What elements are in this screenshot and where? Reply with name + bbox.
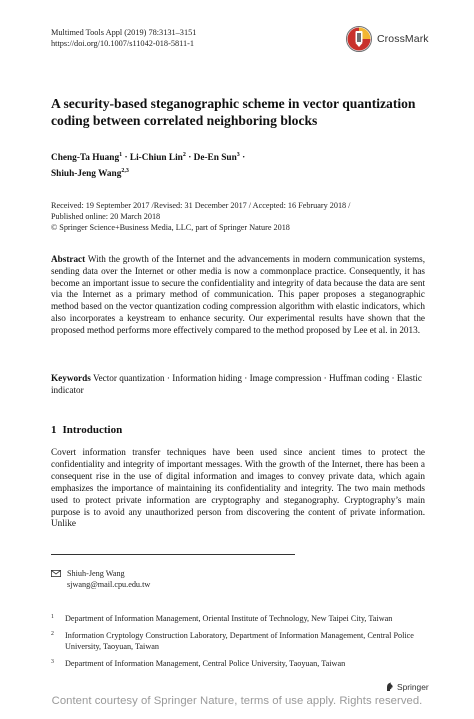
author-list xyxy=(51,149,431,181)
author-affiliation-marker: 1 xyxy=(119,152,123,158)
keywords xyxy=(51,373,425,397)
section-number: 1 xyxy=(51,424,57,436)
author-separator: · xyxy=(188,153,192,164)
affiliation-text: Department of Information Management, Oriental Institute of Technology, New Taipei City, Taiwan xyxy=(65,614,393,623)
introduction-text: Covert information transfer techniques have been used since ancient times to protect the confidentiality and integrity of important messages. With the growth of the Internet, there has been a consequent rise in the use of digital information and images to convey private data, which again emphasizes the importance of maintaining its confidentiality and integrity. The two main methods used to protect private information are cryptography and steganography. Cryptography’s main purpose is to avoid any unauthorized person from discovering the content of private information. Unlike xyxy=(51,447,425,529)
section-heading-introduction xyxy=(51,424,122,436)
crossmark-label: CrossMark xyxy=(377,33,429,45)
author-separator: · xyxy=(242,153,246,164)
copyright-notice: © Springer Science+Business Media, LLC, part of Springer Nature 2018 xyxy=(51,223,290,232)
paper-title: A security-based steganographic scheme in vector quantization coding between correlated neighboring blocks xyxy=(51,96,416,128)
doi-link[interactable]: https://doi.org/10.1007/s11042-018-5811-1 xyxy=(51,39,195,48)
abstract-label: Abstract xyxy=(51,254,86,264)
affiliation-text: Department of Information Management, Central Police University, Taoyuan, Taiwan xyxy=(65,659,346,668)
envelope-icon xyxy=(51,570,61,577)
footnote-divider xyxy=(51,554,295,555)
corresponding-author-email[interactable]: sjwang@mail.cpu.edu.tw xyxy=(67,580,151,589)
author-name: De-En Sun xyxy=(193,153,237,164)
corresponding-author xyxy=(51,568,150,590)
affiliation-number: 1 xyxy=(51,614,54,620)
usage-notice: Content courtesy of Springer Nature, terms of use apply. Rights reserved. xyxy=(51,695,423,707)
affiliation-number: 2 xyxy=(51,631,54,637)
springer-logo xyxy=(385,682,429,692)
crossmark-icon xyxy=(346,26,372,52)
author-name: Li-Chiun Lin xyxy=(129,153,183,164)
crossmark-badge[interactable] xyxy=(346,24,458,54)
author-affiliation-marker: 2,3 xyxy=(121,168,129,175)
abstract-text: With the growth of the Internet and the advancements in modern communication systems, sending data over the Internet or other media is now a commonplace practice. Consequently, it has become an important issue to secure the confidentiality and integrity of data because the data are sent via the Internet as a primary method of communication. This paper proposes a steganographic method based on the vector quantization coding compression algorithm with elastic indicators, which also incorporates a keystream to enhance security. Our experimental results have shown that the proposed method performs more effectively compared to the method proposed by Lee et al. in 2013. xyxy=(51,254,425,335)
author-affiliation-marker: 3 xyxy=(236,152,240,158)
publication-history xyxy=(51,200,441,233)
affiliation-number: 3 xyxy=(51,659,54,665)
section-title: Introduction xyxy=(62,424,123,436)
affiliation-item xyxy=(51,613,431,624)
author-affiliation-marker: 2 xyxy=(182,152,186,158)
affiliation-item xyxy=(51,630,431,652)
springer-horse-icon xyxy=(385,682,394,692)
author-name: Cheng-Ta Huang xyxy=(51,153,120,164)
journal-citation: Multimed Tools Appl (2019) 78:3131–3151 xyxy=(51,28,197,37)
keywords-label: Keywords xyxy=(51,373,91,383)
corresponding-author-name: Shiuh-Jeng Wang xyxy=(67,569,125,578)
abstract xyxy=(51,254,425,337)
springer-logo-text: Springer xyxy=(397,682,429,692)
author-separator: · xyxy=(124,153,128,164)
affiliation-text: Information Cryptology Construction Laboratory, Department of Information Management, Central Police University, Taoyuan, Taiwan xyxy=(65,631,414,651)
keywords-text: Vector quantization · Information hiding · Image compression · Huffman coding · Elastic indicator xyxy=(51,373,422,395)
received-dates: Received: 19 September 2017 /Revised: 31 December 2017 / Accepted: 16 February 2018 / xyxy=(51,201,351,210)
published-date: Published online: 20 March 2018 xyxy=(51,212,161,221)
author-name: Shiuh-Jeng Wang xyxy=(51,169,122,180)
affiliation-item xyxy=(51,658,431,669)
